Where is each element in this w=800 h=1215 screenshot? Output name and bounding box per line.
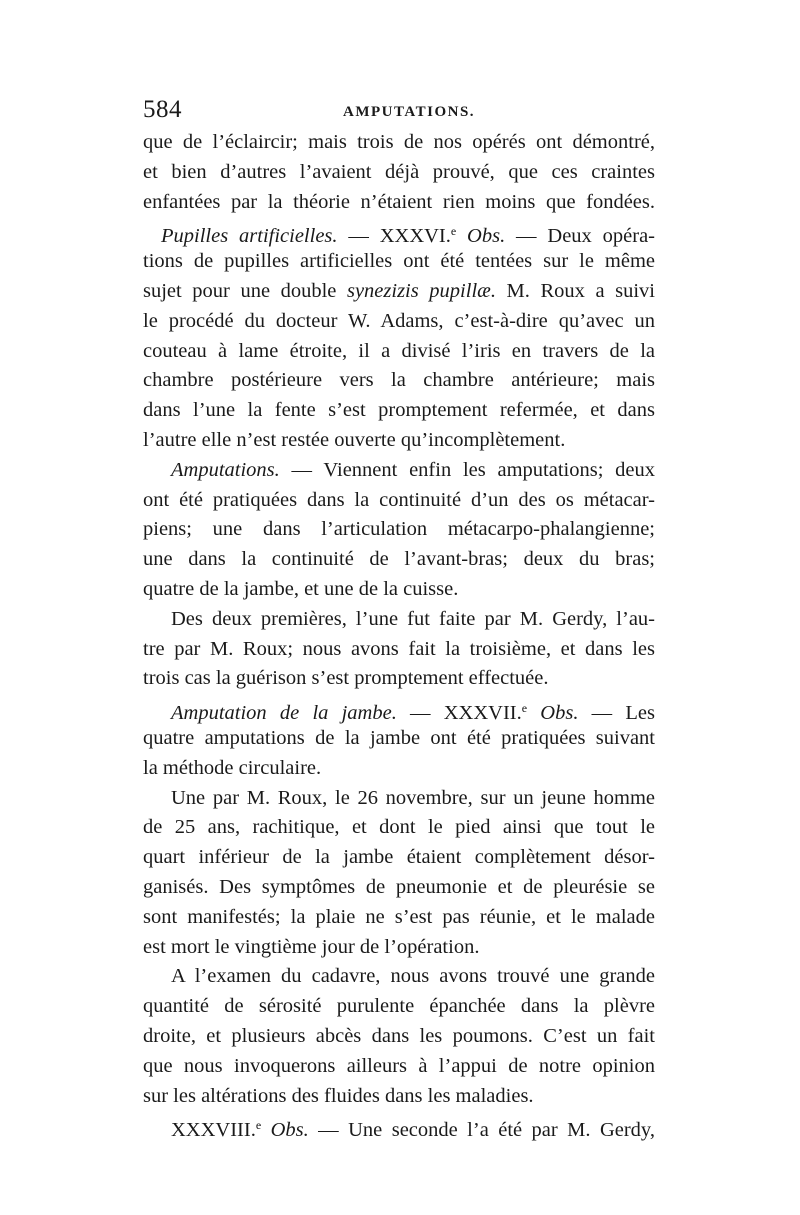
text-line: que nous invoquerons ailleurs à l’appui de notre opinion [143,1054,655,1077]
superscript: e [450,224,457,239]
text-line: est mort le vingtième jour de l’opération. [143,935,480,958]
text-line: A l’examen du cadavre, nous avons trouvé une grande [171,965,655,988]
text-line: Une par M. Roux, le 26 novembre, sur un jeune homme [171,786,655,809]
text-line: piens; une dans l’articulation métacarpo-phalangienne; [143,518,655,541]
text-line: quantité de sérosité purulente épanchée dans la plèvre [143,995,655,1018]
line-text: — Deux opéra- [505,225,655,248]
text-line: quatre amputations de la jambe ont été pratiquées suivant [143,726,655,749]
text-line: sur les altérations des fluides dans les maladies. [143,1084,534,1107]
text-line: Des deux premières, l’une fut faite par M. Gerdy, l’au- [171,607,655,630]
superscript: e [255,1118,262,1133]
text-line: la méthode circulaire. [143,756,322,779]
text-line: une dans la continuité de l’avant-bras; deux du bras; [143,548,655,571]
observation-number: XXXVIII. [171,1119,256,1142]
line-text: sujet pour une double [143,279,347,302]
page-number: 584 [143,96,182,123]
obs-label: Obs. [261,1119,309,1142]
text-line: le procédé du docteur W. Adams, c’est-à-dire qu’avec un [143,309,655,332]
text-line: l’autre elle n’est restée ouverte qu’incomplètement. [143,428,566,451]
text-line [143,277,655,307]
line-text: — Les [578,702,655,725]
text-line: sont manifestés; la plaie ne s’est pas réunie, et le malade [143,905,655,928]
text-line: couteau à lame étroite, il a divisé l’iris en travers de la [143,339,655,362]
superscript: e [521,701,528,716]
text-line: quart inférieur de la jambe étaient complètement désor- [143,846,655,869]
observation-number: — XXXVII. [396,702,522,725]
latin-term: synezizis pupillæ. [346,279,496,302]
obs-label: Obs. [456,225,506,248]
section-heading: Amputation de la jambe. [171,702,397,725]
text-line: chambre postérieure vers la chambre antérieure; mais [143,369,655,392]
text-line-section-amputations [143,456,655,486]
text-line: trois cas la guérison s’est promptement effectuée. [143,667,549,690]
running-title: AMPUTATIONS. [343,104,476,120]
text-line: quatre de la jambe, et une de la cuisse. [143,577,459,600]
line-text: — Viennent enfin les amputations; deux [279,458,655,481]
line-text: — Une seconde l’a été par M. Gerdy, [308,1119,655,1142]
text-line: que de l’éclaircir; mais trois de nos opérés ont démontré, [143,131,655,153]
section-heading: Pupilles artificielles. [161,225,338,248]
obs-label: Obs. [527,702,579,725]
text-line-observation [143,1111,655,1141]
body-text [143,128,655,1141]
text-line: ont été pratiquées dans la continuité d’un des os métacar- [143,488,655,511]
section-heading: Amputations. [171,458,280,481]
text-line: tre par M. Roux; nous avons fait la troisième, et dans les [143,637,655,660]
text-line: ganisés. Des symptômes de pneumonie et de pleurésie se [143,875,655,898]
text-line: et bien d’autres l’avaient déjà prouvé, que ces craintes [143,160,655,183]
observation-number: — XXXVI. [337,225,451,248]
text-line-section-pupilles [143,217,655,247]
text-line: enfantées par la théorie n’étaient rien moins que fondées. [143,190,655,213]
text-line: tions de pupilles artificielles ont été tentées sur le même [143,250,655,273]
text-line-section-jambe [143,694,655,724]
text-line: de 25 ans, rachitique, et dont le pied ainsi que tout le [143,816,655,839]
text-line: droite, et plusieurs abcès dans les poumons. C’est un fait [143,1024,655,1047]
line-text: M. Roux a suivi [495,279,655,302]
page-header [143,96,655,126]
text-line: dans l’une la fente s’est promptement refermée, et dans [143,399,655,422]
